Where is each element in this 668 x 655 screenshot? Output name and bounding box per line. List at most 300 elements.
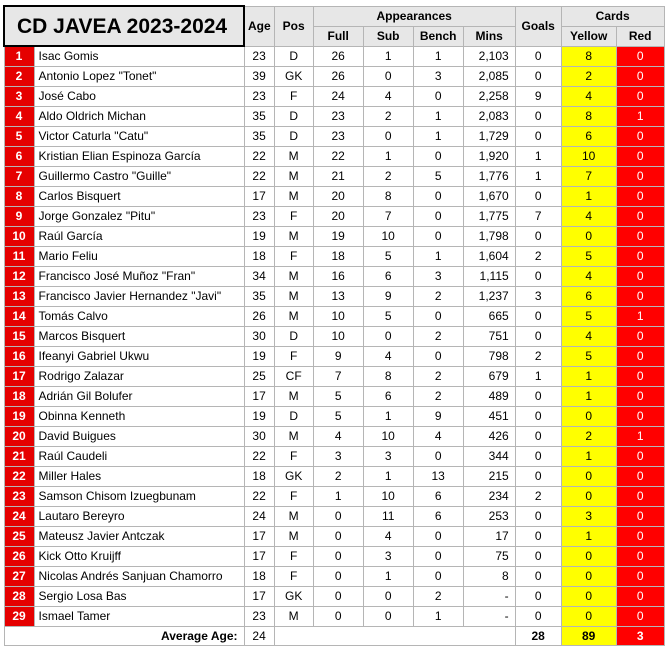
sub-appearances: 11: [363, 507, 413, 527]
red-cards: 0: [616, 367, 664, 387]
player-age: 22: [244, 447, 274, 467]
player-position: F: [274, 247, 313, 267]
player-position: M: [274, 607, 313, 627]
full-appearances: 10: [313, 307, 363, 327]
bench-appearances: 0: [413, 207, 463, 227]
header-bench: Bench: [413, 26, 463, 46]
player-position: M: [274, 167, 313, 187]
sub-appearances: 0: [363, 327, 413, 347]
full-appearances: 0: [313, 607, 363, 627]
bench-appearances: 3: [413, 67, 463, 87]
minutes-played: 451: [463, 407, 515, 427]
row-number: 13: [4, 287, 34, 307]
yellow-cards: 0: [561, 227, 616, 247]
table-row: [4, 327, 664, 347]
goals-scored: 0: [515, 447, 561, 467]
red-cards: 0: [616, 67, 664, 87]
row-number: 2: [4, 67, 34, 87]
player-age: 25: [244, 367, 274, 387]
player-age: 35: [244, 107, 274, 127]
row-number: 25: [4, 527, 34, 547]
table-row: [4, 67, 664, 87]
yellow-cards: 7: [561, 167, 616, 187]
player-name: Isac Gomis: [34, 46, 244, 67]
red-cards: 0: [616, 247, 664, 267]
player-position: M: [274, 227, 313, 247]
player-age: 23: [244, 607, 274, 627]
player-age: 18: [244, 467, 274, 487]
player-name: Francisco José Muñoz "Fran": [34, 267, 244, 287]
full-appearances: 21: [313, 167, 363, 187]
sub-appearances: 4: [363, 527, 413, 547]
full-appearances: 19: [313, 227, 363, 247]
yellow-cards: 1: [561, 187, 616, 207]
player-position: M: [274, 507, 313, 527]
row-number: 20: [4, 427, 34, 447]
player-position: M: [274, 387, 313, 407]
row-number: 11: [4, 247, 34, 267]
sub-appearances: 4: [363, 87, 413, 107]
player-name: Obinna Kenneth: [34, 407, 244, 427]
bench-appearances: 0: [413, 187, 463, 207]
bench-appearances: 5: [413, 167, 463, 187]
full-appearances: 7: [313, 367, 363, 387]
player-position: M: [274, 307, 313, 327]
red-total: 3: [616, 627, 664, 646]
table-row: [4, 347, 664, 367]
bench-appearances: 2: [413, 367, 463, 387]
yellow-cards: 3: [561, 507, 616, 527]
goals-scored: 0: [515, 507, 561, 527]
yellow-cards: 1: [561, 387, 616, 407]
bench-appearances: 13: [413, 467, 463, 487]
goals-total: 28: [515, 627, 561, 646]
red-cards: 0: [616, 327, 664, 347]
row-number: 5: [4, 127, 34, 147]
table-row: [4, 267, 664, 287]
bench-appearances: 0: [413, 227, 463, 247]
full-appearances: 16: [313, 267, 363, 287]
player-age: 17: [244, 547, 274, 567]
row-number: 17: [4, 367, 34, 387]
player-name: Mateusz Javier Antczak: [34, 527, 244, 547]
table-row: [4, 367, 664, 387]
player-name: Kristian Elian Espinoza García: [34, 147, 244, 167]
row-number: 24: [4, 507, 34, 527]
goals-scored: 0: [515, 67, 561, 87]
minutes-played: 2,258: [463, 87, 515, 107]
player-position: F: [274, 487, 313, 507]
player-age: 23: [244, 207, 274, 227]
player-position: F: [274, 207, 313, 227]
yellow-cards: 8: [561, 107, 616, 127]
player-age: 18: [244, 567, 274, 587]
bench-appearances: 2: [413, 327, 463, 347]
sub-appearances: 3: [363, 447, 413, 467]
table-row: [4, 46, 664, 67]
player-name: Antonio Lopez "Tonet": [34, 67, 244, 87]
player-position: D: [274, 107, 313, 127]
table-row: [4, 127, 664, 147]
player-name: Lautaro Bereyro: [34, 507, 244, 527]
full-appearances: 10: [313, 327, 363, 347]
red-cards: 1: [616, 107, 664, 127]
red-cards: 0: [616, 87, 664, 107]
yellow-cards: 0: [561, 547, 616, 567]
full-appearances: 3: [313, 447, 363, 467]
player-age: 22: [244, 487, 274, 507]
header-mins: Mins: [463, 26, 515, 46]
player-position: D: [274, 127, 313, 147]
player-age: 22: [244, 147, 274, 167]
full-appearances: 26: [313, 46, 363, 67]
yellow-cards: 0: [561, 467, 616, 487]
full-appearances: 5: [313, 407, 363, 427]
yellow-cards: 2: [561, 67, 616, 87]
full-appearances: 1: [313, 487, 363, 507]
red-cards: 0: [616, 407, 664, 427]
full-appearances: 18: [313, 247, 363, 267]
player-position: F: [274, 567, 313, 587]
bench-appearances: 6: [413, 487, 463, 507]
bench-appearances: 9: [413, 407, 463, 427]
sub-appearances: 5: [363, 247, 413, 267]
player-name: Samson Chisom Izuegbunam: [34, 487, 244, 507]
minutes-played: 1,920: [463, 147, 515, 167]
goals-scored: 7: [515, 207, 561, 227]
player-position: D: [274, 46, 313, 67]
goals-scored: 0: [515, 327, 561, 347]
bench-appearances: 0: [413, 447, 463, 467]
full-appearances: 23: [313, 107, 363, 127]
full-appearances: 24: [313, 87, 363, 107]
row-number: 3: [4, 87, 34, 107]
player-name: Mario Feliu: [34, 247, 244, 267]
player-age: 17: [244, 587, 274, 607]
yellow-cards: 0: [561, 567, 616, 587]
red-cards: 0: [616, 347, 664, 367]
player-name: Nicolas Andrés Sanjuan Chamorro: [34, 567, 244, 587]
red-cards: 0: [616, 227, 664, 247]
player-name: Ismael Tamer: [34, 607, 244, 627]
header-yellow: Yellow: [561, 26, 616, 46]
bench-appearances: 0: [413, 147, 463, 167]
goals-scored: 0: [515, 307, 561, 327]
minutes-played: 798: [463, 347, 515, 367]
full-appearances: 0: [313, 507, 363, 527]
player-name: Miller Hales: [34, 467, 244, 487]
sub-appearances: 1: [363, 407, 413, 427]
totals-row: [4, 627, 664, 646]
player-position: GK: [274, 467, 313, 487]
red-cards: 0: [616, 587, 664, 607]
full-appearances: 5: [313, 387, 363, 407]
sub-appearances: 0: [363, 587, 413, 607]
goals-scored: 0: [515, 427, 561, 447]
row-number: 29: [4, 607, 34, 627]
sub-appearances: 5: [363, 307, 413, 327]
row-number: 15: [4, 327, 34, 347]
goals-scored: 3: [515, 287, 561, 307]
yellow-cards: 6: [561, 287, 616, 307]
minutes-played: 1,604: [463, 247, 515, 267]
minutes-played: -: [463, 587, 515, 607]
red-cards: 0: [616, 187, 664, 207]
sub-appearances: 2: [363, 167, 413, 187]
red-cards: 0: [616, 527, 664, 547]
average-age-label: Average Age:: [4, 627, 244, 646]
row-number: 26: [4, 547, 34, 567]
full-appearances: 0: [313, 587, 363, 607]
row-number: 7: [4, 167, 34, 187]
player-position: M: [274, 267, 313, 287]
red-cards: 0: [616, 167, 664, 187]
player-position: GK: [274, 67, 313, 87]
header-age: Age: [244, 6, 274, 46]
minutes-played: 489: [463, 387, 515, 407]
minutes-played: 17: [463, 527, 515, 547]
bench-appearances: 2: [413, 287, 463, 307]
row-number: 19: [4, 407, 34, 427]
yellow-cards: 4: [561, 327, 616, 347]
table-row: [4, 547, 664, 567]
minutes-played: 75: [463, 547, 515, 567]
row-number: 18: [4, 387, 34, 407]
row-number: 9: [4, 207, 34, 227]
yellow-cards: 0: [561, 487, 616, 507]
bench-appearances: 1: [413, 46, 463, 67]
player-name: Raúl Caudeli: [34, 447, 244, 467]
yellow-cards: 1: [561, 447, 616, 467]
player-position: F: [274, 447, 313, 467]
red-cards: 0: [616, 467, 664, 487]
red-cards: 1: [616, 307, 664, 327]
minutes-played: -: [463, 607, 515, 627]
row-number: 27: [4, 567, 34, 587]
table-row: [4, 587, 664, 607]
minutes-played: 215: [463, 467, 515, 487]
yellow-cards: 8: [561, 46, 616, 67]
yellow-cards: 4: [561, 87, 616, 107]
totals-spacer: [274, 627, 515, 646]
player-name: Jorge Gonzalez "Pitu": [34, 207, 244, 227]
goals-scored: 0: [515, 227, 561, 247]
player-name: Adrián Gil Bolufer: [34, 387, 244, 407]
sub-appearances: 0: [363, 67, 413, 87]
bench-appearances: 0: [413, 527, 463, 547]
sub-appearances: 2: [363, 107, 413, 127]
yellow-cards: 0: [561, 407, 616, 427]
sub-appearances: 0: [363, 607, 413, 627]
full-appearances: 2: [313, 467, 363, 487]
minutes-played: 679: [463, 367, 515, 387]
sub-appearances: 6: [363, 267, 413, 287]
player-age: 30: [244, 427, 274, 447]
red-cards: 0: [616, 447, 664, 467]
yellow-cards: 5: [561, 247, 616, 267]
minutes-played: 1,776: [463, 167, 515, 187]
sub-appearances: 1: [363, 567, 413, 587]
yellow-cards: 1: [561, 367, 616, 387]
player-position: D: [274, 407, 313, 427]
player-age: 35: [244, 127, 274, 147]
header-red: Red: [616, 26, 664, 46]
row-number: 28: [4, 587, 34, 607]
minutes-played: 2,083: [463, 107, 515, 127]
table-row: [4, 87, 664, 107]
table-row: [4, 167, 664, 187]
goals-scored: 0: [515, 187, 561, 207]
player-rows: [4, 46, 664, 627]
red-cards: 0: [616, 147, 664, 167]
player-position: M: [274, 427, 313, 447]
header-appearances: Appearances: [313, 6, 515, 26]
squad-stats-table: [3, 5, 665, 646]
full-appearances: 26: [313, 67, 363, 87]
yellow-cards: 0: [561, 587, 616, 607]
player-position: M: [274, 147, 313, 167]
bench-appearances: 0: [413, 567, 463, 587]
minutes-played: 1,237: [463, 287, 515, 307]
row-number: 22: [4, 467, 34, 487]
header-sub: Sub: [363, 26, 413, 46]
goals-scored: 0: [515, 46, 561, 67]
player-age: 17: [244, 387, 274, 407]
sub-appearances: 8: [363, 367, 413, 387]
bench-appearances: 0: [413, 347, 463, 367]
sub-appearances: 1: [363, 46, 413, 67]
full-appearances: 22: [313, 147, 363, 167]
yellow-total: 89: [561, 627, 616, 646]
goals-scored: 0: [515, 387, 561, 407]
player-name: Raúl García: [34, 227, 244, 247]
row-number: 1: [4, 46, 34, 67]
yellow-cards: 5: [561, 347, 616, 367]
minutes-played: 665: [463, 307, 515, 327]
bench-appearances: 0: [413, 307, 463, 327]
player-age: 18: [244, 247, 274, 267]
goals-scored: 0: [515, 527, 561, 547]
player-name: David Buigues: [34, 427, 244, 447]
minutes-played: 2,085: [463, 67, 515, 87]
player-name: Ifeanyi Gabriel Ukwu: [34, 347, 244, 367]
goals-scored: 1: [515, 367, 561, 387]
player-age: 23: [244, 87, 274, 107]
red-cards: 1: [616, 427, 664, 447]
goals-scored: 2: [515, 247, 561, 267]
red-cards: 0: [616, 287, 664, 307]
header-goals: Goals: [515, 6, 561, 46]
red-cards: 0: [616, 607, 664, 627]
sub-appearances: 3: [363, 547, 413, 567]
bench-appearances: 6: [413, 507, 463, 527]
minutes-played: 1,729: [463, 127, 515, 147]
player-name: Kick Otto Kruijff: [34, 547, 244, 567]
player-age: 17: [244, 187, 274, 207]
full-appearances: 13: [313, 287, 363, 307]
squad-stats-sheet: [3, 5, 665, 646]
header-cards: Cards: [561, 6, 664, 26]
yellow-cards: 1: [561, 527, 616, 547]
sub-appearances: 9: [363, 287, 413, 307]
player-name: José Cabo: [34, 87, 244, 107]
full-appearances: 20: [313, 207, 363, 227]
red-cards: 0: [616, 547, 664, 567]
table-row: [4, 527, 664, 547]
goals-scored: 2: [515, 487, 561, 507]
goals-scored: 1: [515, 147, 561, 167]
full-appearances: 9: [313, 347, 363, 367]
sub-appearances: 1: [363, 147, 413, 167]
goals-scored: 1: [515, 167, 561, 187]
minutes-played: 1,775: [463, 207, 515, 227]
row-number: 21: [4, 447, 34, 467]
goals-scored: 9: [515, 87, 561, 107]
table-row: [4, 307, 664, 327]
average-age-value: 24: [244, 627, 274, 646]
red-cards: 0: [616, 507, 664, 527]
player-age: 19: [244, 347, 274, 367]
table-row: [4, 147, 664, 167]
header-full: Full: [313, 26, 363, 46]
player-name: Tomás Calvo: [34, 307, 244, 327]
row-number: 10: [4, 227, 34, 247]
player-position: D: [274, 327, 313, 347]
player-name: Francisco Javier Hernandez "Javi": [34, 287, 244, 307]
minutes-played: 2,103: [463, 46, 515, 67]
player-name: Aldo Oldrich Michan: [34, 107, 244, 127]
player-age: 22: [244, 167, 274, 187]
player-position: CF: [274, 367, 313, 387]
goals-scored: 0: [515, 107, 561, 127]
player-name: Guillermo Castro "Guille": [34, 167, 244, 187]
sub-appearances: 10: [363, 487, 413, 507]
goals-scored: 0: [515, 127, 561, 147]
sub-appearances: 10: [363, 227, 413, 247]
minutes-played: 8: [463, 567, 515, 587]
goals-scored: 0: [515, 587, 561, 607]
table-row: [4, 247, 664, 267]
yellow-cards: 5: [561, 307, 616, 327]
bench-appearances: 0: [413, 547, 463, 567]
goals-scored: 0: [515, 607, 561, 627]
row-number: 14: [4, 307, 34, 327]
player-name: Marcos Bisquert: [34, 327, 244, 347]
yellow-cards: 4: [561, 267, 616, 287]
table-row: [4, 387, 664, 407]
table-row: [4, 607, 664, 627]
sub-appearances: 8: [363, 187, 413, 207]
table-row: [4, 427, 664, 447]
table-row: [4, 287, 664, 307]
sub-appearances: 10: [363, 427, 413, 447]
row-number: 16: [4, 347, 34, 367]
sub-appearances: 0: [363, 127, 413, 147]
player-age: 39: [244, 67, 274, 87]
minutes-played: 234: [463, 487, 515, 507]
player-position: M: [274, 187, 313, 207]
goals-scored: 0: [515, 267, 561, 287]
player-age: 17: [244, 527, 274, 547]
red-cards: 0: [616, 387, 664, 407]
table-row: [4, 487, 664, 507]
bench-appearances: 2: [413, 587, 463, 607]
table-row: [4, 407, 664, 427]
yellow-cards: 0: [561, 607, 616, 627]
sub-appearances: 4: [363, 347, 413, 367]
red-cards: 0: [616, 487, 664, 507]
yellow-cards: 6: [561, 127, 616, 147]
